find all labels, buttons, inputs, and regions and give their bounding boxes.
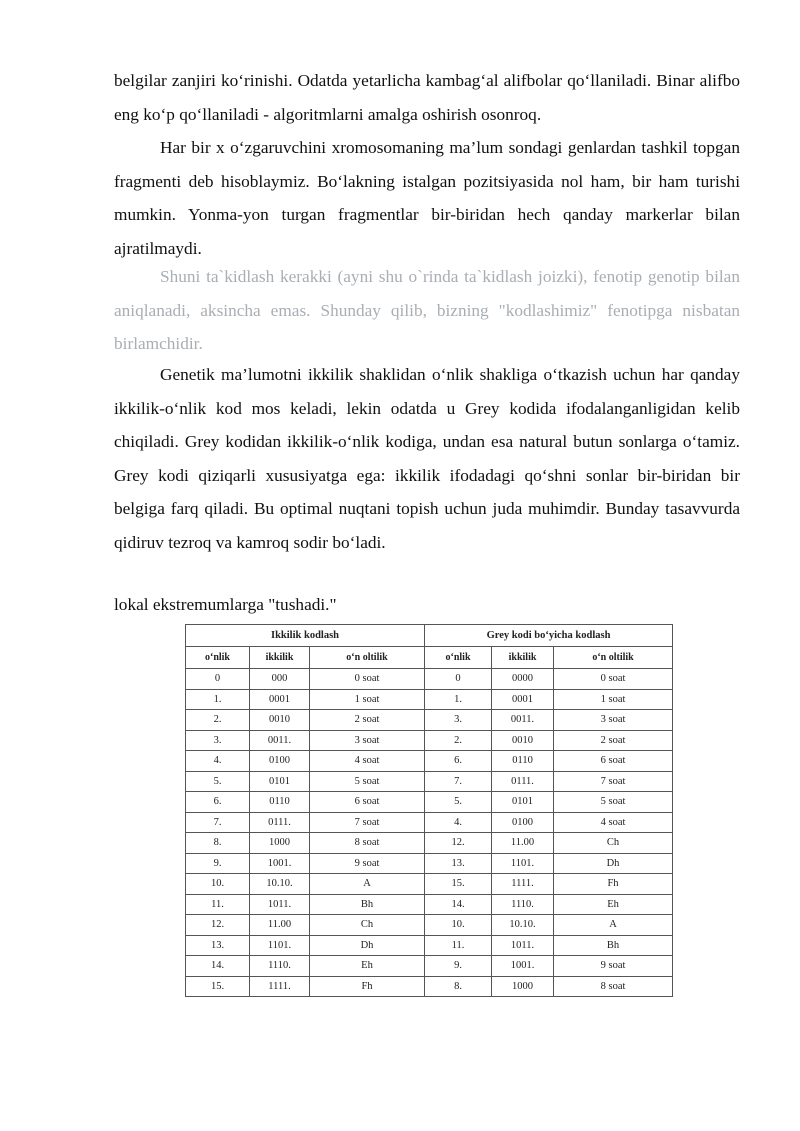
binary-cell: 0100 bbox=[250, 751, 310, 772]
table-row bbox=[186, 853, 673, 874]
hex-cell: 9 soat bbox=[310, 853, 425, 874]
grey-binary-cell: 0001 bbox=[492, 689, 554, 710]
decimal-cell: 14. bbox=[186, 956, 250, 977]
grey-binary-cell: 0100 bbox=[492, 812, 554, 833]
grey-binary-cell: 0010 bbox=[492, 730, 554, 751]
grey-decimal-cell: 4. bbox=[425, 812, 492, 833]
paragraph-grey-code: Genetik ma’lumotni ikkilik shaklidan o‘nlik shakliga o‘tkazish uchun har qanday ikkilik-o‘nlik kod mos keladi, lekin odatda u Grey kodida ifodalanganligidan kelib chiqiladi. Grey kodidan ikkilik-o‘nlik kodiga, undan esa natural butun sonlarga o‘tamiz. Grey kodi qiziqarli xususiyatga ega: ikkilik ifodadagi qo‘shni sonlar bir-biridan bir belgiga farq qiladi. Bu optimal nuqtani topish uchun juda muhimdir. Bunday tasavvurda qidiruv tezroq va kamroq sodir bo‘ladi. bbox=[114, 365, 740, 552]
grey-binary-cell: 1101. bbox=[492, 853, 554, 874]
grey-binary-cell: 1111. bbox=[492, 874, 554, 895]
grey-hex-cell: 6 soat bbox=[554, 751, 673, 772]
hex-cell: 1 soat bbox=[310, 689, 425, 710]
grey-decimal-cell: 0 bbox=[425, 669, 492, 690]
grey-hex-cell: 3 soat bbox=[554, 710, 673, 731]
table-row bbox=[186, 751, 673, 772]
column-header-grey-hex: o‘n oltilik bbox=[554, 647, 673, 669]
hex-cell: 0 soat bbox=[310, 669, 425, 690]
hex-cell: 4 soat bbox=[310, 751, 425, 772]
decimal-cell: 0 bbox=[186, 669, 250, 690]
grey-binary-cell: 1001. bbox=[492, 956, 554, 977]
grey-binary-cell: 0011. bbox=[492, 710, 554, 731]
group-header-binary-coding: Ikkilik kodlash bbox=[186, 625, 425, 647]
paragraph-alphabet: belgilar zanjiri ko‘rinishi. Odatda yetarlicha kambag‘al alifbolar qo‘llaniladi. Binar alifbo eng ko‘p qo‘llaniladi - algoritmlarni amalga oshirish osonroq. bbox=[114, 71, 740, 124]
grey-binary-cell: 0110 bbox=[492, 751, 554, 772]
decimal-cell: 7. bbox=[186, 812, 250, 833]
grey-hex-cell: Fh bbox=[554, 874, 673, 895]
grey-binary-cell: 0101 bbox=[492, 792, 554, 813]
hex-cell: Eh bbox=[310, 956, 425, 977]
grey-decimal-cell: 2. bbox=[425, 730, 492, 751]
table-row bbox=[186, 833, 673, 854]
grey-binary-cell: 1000 bbox=[492, 976, 554, 997]
coding-comparison-table bbox=[185, 624, 673, 997]
hex-cell: Dh bbox=[310, 935, 425, 956]
grey-decimal-cell: 13. bbox=[425, 853, 492, 874]
grey-hex-cell: 8 soat bbox=[554, 976, 673, 997]
table-column-header-row bbox=[186, 647, 673, 669]
binary-cell: 0101 bbox=[250, 771, 310, 792]
binary-cell: 10.10. bbox=[250, 874, 310, 895]
hex-cell: Fh bbox=[310, 976, 425, 997]
decimal-cell: 3. bbox=[186, 730, 250, 751]
grey-binary-cell: 0000 bbox=[492, 669, 554, 690]
table-group-header-row bbox=[186, 625, 673, 647]
table-row bbox=[186, 669, 673, 690]
binary-cell: 0111. bbox=[250, 812, 310, 833]
decimal-cell: 9. bbox=[186, 853, 250, 874]
grey-decimal-cell: 5. bbox=[425, 792, 492, 813]
grey-hex-cell: Dh bbox=[554, 853, 673, 874]
grey-binary-cell: 10.10. bbox=[492, 915, 554, 936]
decimal-cell: 6. bbox=[186, 792, 250, 813]
grey-decimal-cell: 9. bbox=[425, 956, 492, 977]
decimal-cell: 10. bbox=[186, 874, 250, 895]
binary-cell: 1111. bbox=[250, 976, 310, 997]
grey-binary-cell: 0111. bbox=[492, 771, 554, 792]
column-header-binary: ikkilik bbox=[250, 647, 310, 669]
column-header-grey-binary: ikkilik bbox=[492, 647, 554, 669]
grey-decimal-cell: 14. bbox=[425, 894, 492, 915]
grey-hex-cell: 5 soat bbox=[554, 792, 673, 813]
grey-binary-cell: 1110. bbox=[492, 894, 554, 915]
grey-hex-cell: 0 soat bbox=[554, 669, 673, 690]
binary-cell: 0011. bbox=[250, 730, 310, 751]
hex-cell: 6 soat bbox=[310, 792, 425, 813]
decimal-cell: 5. bbox=[186, 771, 250, 792]
table-row bbox=[186, 792, 673, 813]
group-header-grey-coding: Grey kodi bo‘yicha kodlash bbox=[425, 625, 673, 647]
hex-cell: 5 soat bbox=[310, 771, 425, 792]
paragraph-fragment: Har bir x o‘zgaruvchini xromosomaning ma’lum sondagi genlardan tashkil topgan fragmenti deb hisoblaymiz. Bo‘lakning istalgan pozitsiyasida nol ham, bir ham turishi mumkin. Yonma-yon turgan fragmentlar bir-biridan hech qanday markerlar bilan ajratilmaydi. bbox=[114, 138, 740, 258]
decimal-cell: 11. bbox=[186, 894, 250, 915]
binary-cell: 1101. bbox=[250, 935, 310, 956]
grey-decimal-cell: 11. bbox=[425, 935, 492, 956]
grey-decimal-cell: 10. bbox=[425, 915, 492, 936]
coding-table-wrapper bbox=[185, 624, 672, 997]
paragraph-local-extremum: lokal ekstremumlarga "tushadi." bbox=[114, 595, 337, 614]
binary-cell: 0110 bbox=[250, 792, 310, 813]
decimal-cell: 2. bbox=[186, 710, 250, 731]
grey-decimal-cell: 8. bbox=[425, 976, 492, 997]
grey-hex-cell: A bbox=[554, 915, 673, 936]
hex-cell: 2 soat bbox=[310, 710, 425, 731]
decimal-cell: 1. bbox=[186, 689, 250, 710]
hex-cell: A bbox=[310, 874, 425, 895]
table-row bbox=[186, 710, 673, 731]
grey-decimal-cell: 15. bbox=[425, 874, 492, 895]
grey-hex-cell: 2 soat bbox=[554, 730, 673, 751]
grey-decimal-cell: 3. bbox=[425, 710, 492, 731]
hex-cell: Ch bbox=[310, 915, 425, 936]
binary-cell: 0001 bbox=[250, 689, 310, 710]
table-row bbox=[186, 771, 673, 792]
decimal-cell: 13. bbox=[186, 935, 250, 956]
table-row bbox=[186, 976, 673, 997]
binary-cell: 1011. bbox=[250, 894, 310, 915]
column-header-grey-decimal: o‘nlik bbox=[425, 647, 492, 669]
table-row bbox=[186, 689, 673, 710]
decimal-cell: 4. bbox=[186, 751, 250, 772]
decimal-cell: 15. bbox=[186, 976, 250, 997]
binary-cell: 1110. bbox=[250, 956, 310, 977]
table-row bbox=[186, 812, 673, 833]
grey-hex-cell: 4 soat bbox=[554, 812, 673, 833]
table-row bbox=[186, 730, 673, 751]
binary-cell: 000 bbox=[250, 669, 310, 690]
hex-cell: 8 soat bbox=[310, 833, 425, 854]
grey-binary-cell: 1011. bbox=[492, 935, 554, 956]
grey-hex-cell: 9 soat bbox=[554, 956, 673, 977]
hex-cell: 7 soat bbox=[310, 812, 425, 833]
grey-hex-cell: Bh bbox=[554, 935, 673, 956]
binary-cell: 11.00 bbox=[250, 915, 310, 936]
hex-cell: 3 soat bbox=[310, 730, 425, 751]
table-row bbox=[186, 915, 673, 936]
table-row bbox=[186, 894, 673, 915]
grey-hex-cell: 1 soat bbox=[554, 689, 673, 710]
binary-cell: 1000 bbox=[250, 833, 310, 854]
table-row bbox=[186, 874, 673, 895]
column-header-hex: o‘n oltilik bbox=[310, 647, 425, 669]
table-body bbox=[186, 669, 673, 997]
grey-binary-cell: 11.00 bbox=[492, 833, 554, 854]
grey-hex-cell: 7 soat bbox=[554, 771, 673, 792]
grey-decimal-cell: 6. bbox=[425, 751, 492, 772]
binary-cell: 1001. bbox=[250, 853, 310, 874]
grey-decimal-cell: 12. bbox=[425, 833, 492, 854]
grey-decimal-cell: 1. bbox=[425, 689, 492, 710]
paragraph-phenotype-faded: Shuni ta`kidlash kerakki (ayni shu o`rinda ta`kidlash joizki), fenotip genotip bilan aniqlanadi, aksincha emas. Shunday qilib, bizning "kodlashimiz" fenotipga nisbatan birlamchidir. bbox=[114, 267, 740, 354]
decimal-cell: 8. bbox=[186, 833, 250, 854]
binary-cell: 0010 bbox=[250, 710, 310, 731]
table-row bbox=[186, 935, 673, 956]
column-header-decimal: o‘nlik bbox=[186, 647, 250, 669]
grey-hex-cell: Eh bbox=[554, 894, 673, 915]
decimal-cell: 12. bbox=[186, 915, 250, 936]
grey-hex-cell: Ch bbox=[554, 833, 673, 854]
hex-cell: Bh bbox=[310, 894, 425, 915]
grey-decimal-cell: 7. bbox=[425, 771, 492, 792]
table-row bbox=[186, 956, 673, 977]
